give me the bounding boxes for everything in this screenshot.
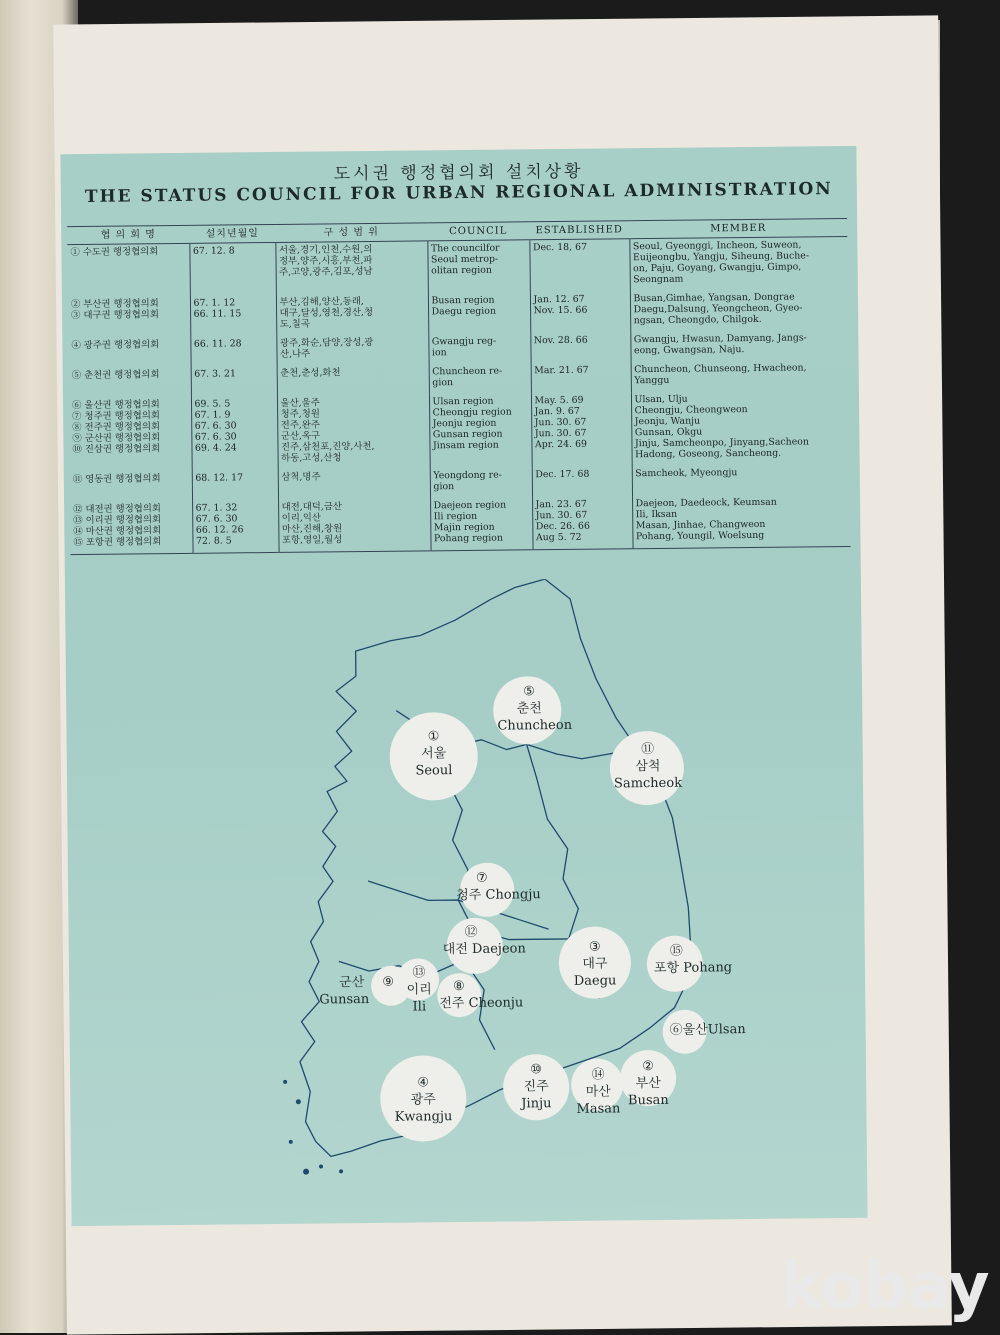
cell-name: ② 부산권 행정협의회 ③ 대구권 행정협의회	[70, 298, 159, 322]
cell-established: Mar. 21. 67	[531, 362, 631, 393]
cell-member: Gwangju, Hwasun, Damyang, Jangs- eong, Gwangsan, Naju.	[630, 330, 848, 362]
city-name-ko: 대전	[442, 941, 468, 958]
korea-map	[215, 577, 746, 1182]
city-name-en: Jinju	[521, 1096, 552, 1112]
cell-date: 69. 5. 5 67. 1. 9 67. 6. 30 67. 6. 30 69. 4. 24	[191, 396, 278, 471]
cell-member: Samcheok, Myeongju	[632, 464, 850, 496]
city-label-jinju	[508, 1061, 565, 1113]
city-number: ②	[642, 1059, 654, 1075]
city-number: ③	[588, 939, 601, 955]
city-name-en: Masan	[576, 1101, 621, 1117]
title-english: THE STATUS COUNCIL FOR URBAN REGIONAL ADMINISTRATION	[84, 179, 833, 207]
city-name-ko: 진주	[523, 1079, 549, 1095]
city-name-ko: 서울	[421, 746, 447, 762]
cell-established: Dec. 17. 68	[532, 466, 632, 497]
city-label-gunsan	[319, 974, 399, 1009]
cell-name: ① 수도권 행정협의회	[70, 246, 159, 259]
cell-name: ⑪ 영동권 행정협의회	[72, 473, 161, 486]
header-date-ko: 설치년월일	[189, 224, 275, 243]
city-name-en: Busan	[627, 1092, 669, 1109]
city-name-en: Ili	[412, 999, 427, 1015]
cell-name: ⑫ 대전권 행정협의회 ⑬ 이리권 행정협의회 ⑭ 마산권 행정협의회 ⑮ 포항권 행정협의회	[73, 503, 162, 549]
cell-member: Chuncheon, Chunseong, Hwacheon, Yanggu	[631, 360, 849, 392]
city-label-chuncheon	[497, 683, 573, 735]
city-name-ko: 부산	[635, 1075, 661, 1092]
cell-scope: 부산,김해,양산,동래, 대구,달성,영천,경산,청 도,칠곡	[276, 293, 428, 336]
city-name-en: Gunsan	[319, 992, 370, 1008]
city-name-ko: 전주	[439, 996, 465, 1012]
cell-scope: 대전,대덕,금산 이리,익산 마산,진해,창원 포항,영일,월성	[278, 498, 431, 552]
header-established: ESTABLISHED	[529, 221, 629, 240]
city-name-en: Kwangju	[394, 1109, 453, 1125]
city-name-en: Chuncheon	[497, 717, 573, 734]
cell-scope: 울산,울주 청주,청원 전주,완주 군산,옥구 진주,삼천포,진양,사천, 하동,고성,산청	[277, 394, 430, 470]
cell-date: 67. 1. 12 66. 11. 15	[190, 295, 276, 337]
watermark-logo: kobay	[780, 1250, 989, 1324]
info-panel	[60, 146, 867, 1226]
city-label-daegu	[565, 938, 626, 990]
city-name-en: Seoul	[415, 763, 453, 779]
cell-council: The councilfor Seoul metrop- olitan region	[427, 240, 530, 294]
cell-established: May. 5. 69 Jan. 9. 67 Jun. 30. 67 Jun. 30. 67 Apr. 24. 69	[531, 392, 632, 467]
table-row	[70, 494, 851, 555]
header-scope-ko: 구 성 범 위	[275, 223, 427, 243]
city-number: ⑪	[641, 742, 655, 758]
city-label-seoul	[406, 728, 461, 780]
cell-established: Nov. 28. 66	[530, 332, 630, 363]
city-name-en: Ulsan	[707, 1022, 746, 1038]
city-name-ko: 군산	[339, 975, 365, 991]
city-label-cheonju	[439, 977, 559, 1012]
council-table	[67, 218, 850, 555]
cell-date: 67. 3. 21	[191, 366, 277, 397]
title-korean: 도시권 행정협의회 설치상황	[333, 161, 584, 185]
city-name-ko: 울산	[682, 1022, 708, 1038]
city-number: ⑧	[453, 979, 465, 995]
city-label-chongju	[456, 869, 566, 904]
cell-scope: 광주,화순,담양,장성,광 산,나주	[276, 334, 428, 366]
cell-name: ④ 광주권 행정협의회	[71, 339, 160, 352]
city-number: ⑩	[530, 1062, 542, 1078]
city-label-masan	[572, 1066, 625, 1118]
city-name-en: Cheonju	[468, 995, 524, 1011]
cell-council: Gwangju reg- ion	[428, 333, 530, 364]
city-number: ⑬	[412, 965, 426, 981]
cell-member: Seoul, Gyeonggi, Incheon, Suweon, Euijeongbu, Yangju, Siheung, Buche- on, Paju, Goyang, Gwangju, Gimpo, Seongnam	[629, 236, 848, 291]
cell-established: Jan. 12. 67 Nov. 15. 66	[530, 291, 630, 333]
cell-name: ⑥ 울산권 행정협의회 ⑦ 청주권 행정협의회 ⑧ 전주권 행정협의회 ⑨ 군산권 행정협의회 ⑩ 진삼권 행정협의회	[71, 399, 161, 456]
cell-established: Jan. 23. 67 Jun. 30. 67 Dec. 26. 66 Aug 5. 72	[532, 496, 633, 550]
cell-scope: 춘천,춘성,화천	[277, 364, 429, 396]
city-number: ⑥	[669, 1022, 683, 1038]
cell-member: Busan,Gimhae, Yangsan, Dongrae Daegu,Dalsung, Yeongcheon, Gyeo- ngsan, Cheongdo, Chilgok.	[630, 289, 848, 332]
city-name-ko: 광주	[410, 1092, 436, 1108]
cell-council: Yeongdong re- gion	[430, 467, 532, 498]
city-label-kwangju	[390, 1074, 457, 1126]
city-name-ko: 춘천	[516, 701, 542, 717]
cell-date: 66. 11. 28	[190, 336, 276, 367]
city-number: ⑨	[382, 974, 395, 990]
cell-member: Daejeon, Daedeock, Keumsan Ili, Iksan Masan, Jinhae, Changweon Pohang, Youngil, Woelsung	[632, 494, 851, 549]
city-label-ulsan	[670, 1021, 790, 1039]
city-label-daejeon	[442, 923, 562, 958]
city-name-ko: 이리	[406, 982, 432, 998]
city-name-ko: 청주	[456, 887, 482, 904]
city-label-pohang	[654, 942, 774, 977]
city-name-ko: 포항	[653, 960, 680, 977]
cell-name: ⑤ 춘천권 행정협의회	[71, 369, 160, 382]
cell-council: Chuncheon re- gion	[429, 363, 531, 394]
cell-council: Daejeon region Ili region Majin region Pohang region	[430, 497, 533, 551]
city-number: ⑤	[523, 684, 535, 700]
city-label-samcheok	[613, 741, 684, 793]
cell-scope: 삼척,명주	[278, 468, 430, 500]
header-name-ko: 협 의 회 명	[67, 225, 189, 244]
cell-date: 67. 12. 8	[189, 242, 276, 295]
city-name-en: Daejeon	[471, 941, 526, 957]
city-number: ⑦	[475, 870, 488, 886]
city-number: ④	[417, 1075, 430, 1091]
table-row	[69, 390, 850, 472]
cell-council: Ulsan region Cheongju region Jeonju region Gunsan region Jinsam region	[429, 393, 532, 468]
cell-date: 67. 1. 32 67. 6. 30 66. 12. 26 72. 8. 5	[192, 500, 279, 553]
city-name-ko: 마산	[585, 1084, 611, 1100]
city-label-busan	[623, 1058, 674, 1110]
city-name-en: Samcheok	[613, 775, 683, 792]
header-council: COUNCIL	[427, 222, 529, 241]
city-name-ko: 삼척	[635, 758, 661, 775]
city-number: ⑭	[591, 1067, 605, 1083]
city-name-ko: 대구	[582, 956, 608, 972]
city-label-ili	[399, 964, 440, 1015]
cell-council: Busan region Daegu region	[428, 292, 530, 334]
city-name-en: Pohang	[683, 960, 733, 976]
city-name-en: Chongju	[485, 887, 541, 903]
city-number: ①	[427, 729, 440, 745]
cell-member: Ulsan, Ulju Cheongju, Cheongweon Jeonju, Wanju Gunsan, Okgu Jinju, Samcheonpo, Jinyang,Sacheon Hadong, Goseong, Sancheong.	[631, 390, 850, 466]
city-name-en: Daegu	[573, 973, 617, 989]
islands	[283, 1079, 343, 1175]
cell-scope: 서울,경기,인천,수원,의 정부,양주,시흥,부천,파 주,고양,광주,김포,성남	[275, 241, 428, 295]
header-member: MEMBER	[629, 218, 847, 238]
cell-established: Dec. 18, 67	[529, 239, 630, 293]
city-number: ⑮	[669, 943, 683, 959]
city-number: ⑫	[464, 924, 478, 941]
cell-date: 68. 12. 17	[192, 470, 278, 501]
table-row	[67, 236, 848, 297]
